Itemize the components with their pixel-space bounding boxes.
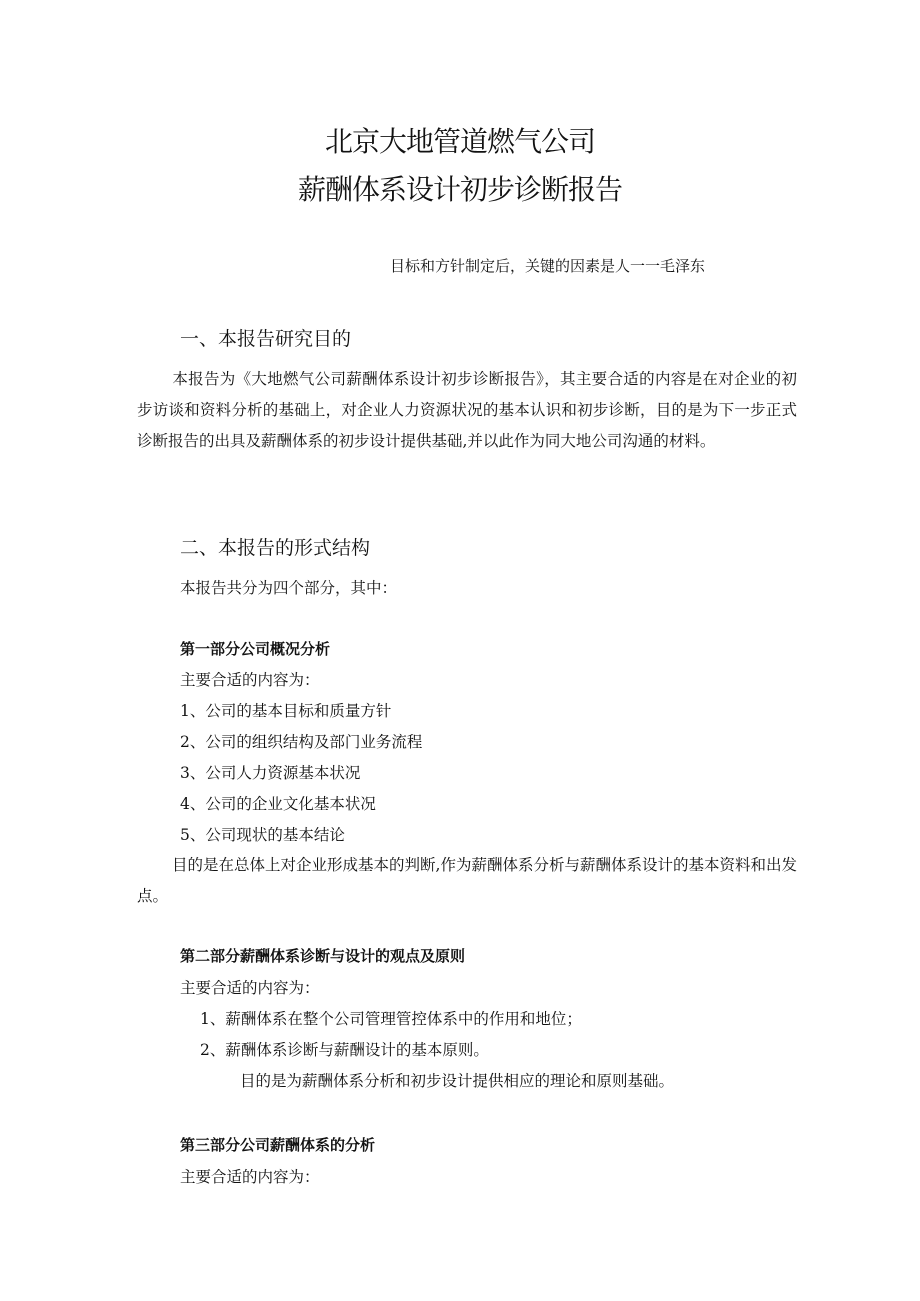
document-title-line2: 薪酬体系设计初步诊断报告 [297,173,622,206]
part2-item-1: 1、薪酬体系在整个公司管理管控体系中的作用和地位； [200,1010,582,1028]
part1-item-1: 1、公司的基本目标和质量方针 [180,702,392,720]
part3-lead: 主要合适的内容为： [180,1168,320,1186]
part2-item-2: 2、薪酬体系诊断与薪酬设计的基本原则。 [200,1041,489,1059]
section1-paragraph [137,364,797,457]
part1-purpose-text: 目的是在总体上对企业形成基本的判断,作为薪酬体系分析与薪酬体系设计的基本资料和出发点。 [137,856,797,905]
part2-purpose: 目的是为薪酬体系分析和初步设计提供相应的理论和原则基础。 [240,1072,675,1090]
part1-heading: 第一部分公司概况分析 [180,640,331,658]
section2-intro: 本报告共分为四个部分，其中： [180,579,398,597]
part2-lead: 主要合适的内容为： [180,979,320,997]
part1-lead: 主要合适的内容为： [180,671,320,689]
epigraph-quote: 目标和方针制定后，关键的因素是人一一毛泽东 [390,257,706,275]
part1-item-5: 5、公司现状的基本结论 [180,826,345,844]
part1-item-3: 3、公司人力资源基本状况 [180,764,361,782]
section2-heading: 二、本报告的形式结构 [180,537,371,559]
part1-purpose [137,850,797,912]
part2-heading: 第二部分薪酬体系诊断与设计的观点及原则 [180,947,466,965]
part1-item-2: 2、公司的组织结构及部门业务流程 [180,733,423,751]
section1-paragraph-text: 本报告为《大地燃气公司薪酬体系设计初步诊断报告》，其主要合适的内容是在对企业的初步访谈和资料分析的基础上，对企业人力资源状况的基本认识和初步诊断，目的是为下一步正式诊断报告的出具及薪酬体系的初步设计提供基础,并以此作为同大地公司沟通的材料。 [137,370,797,450]
part3-heading: 第三部分公司薪酬体系的分析 [180,1136,376,1154]
part1-item-4: 4、公司的企业文化基本状况 [180,795,376,813]
section1-heading: 一、本报告研究目的 [180,328,352,350]
document-title-line1: 北京大地管道燃气公司 [324,125,595,158]
